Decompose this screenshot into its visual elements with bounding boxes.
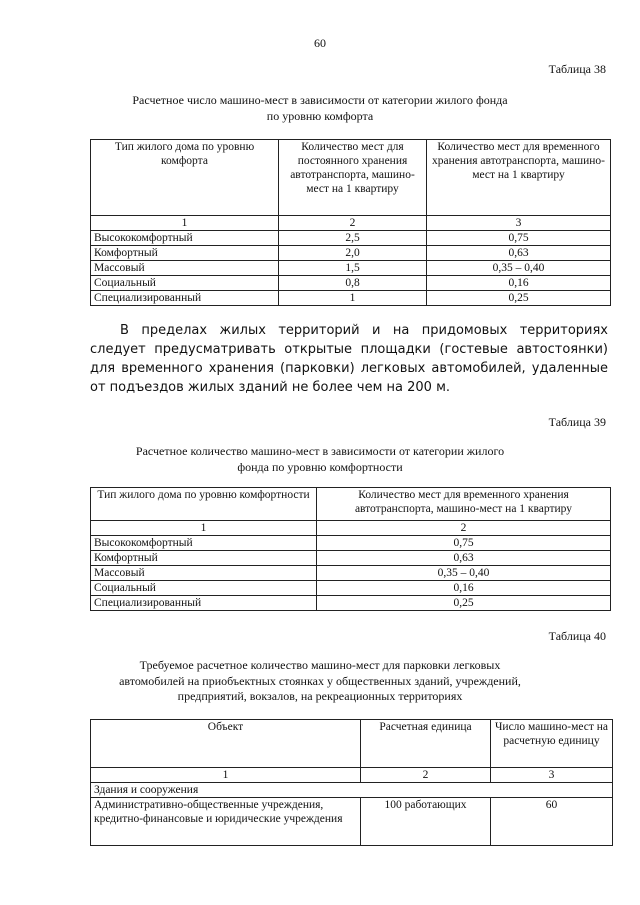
- table-40-header-object: Объект: [91, 720, 361, 768]
- table-40-section-header: Здания и сооружения: [91, 783, 613, 798]
- table-40-header-unit: Расчетная единица: [361, 720, 491, 768]
- table-39-header-type: Тип жилого дома по уровню комфортности: [91, 488, 317, 521]
- table-40-caption-line: автомобилей на приобъектных стоянках у общественных зданий, учреждений,: [119, 673, 521, 688]
- row-type: Комфортный: [91, 246, 279, 261]
- row-type: Массовый: [91, 261, 279, 276]
- row-temporary: 0,25: [427, 291, 611, 306]
- row-type: Специализированный: [91, 291, 279, 306]
- body-paragraph: [90, 322, 608, 397]
- row-temporary: 0,63: [317, 551, 611, 566]
- table-row: [91, 276, 611, 291]
- row-permanent: 0,8: [279, 276, 427, 291]
- table-38: [90, 139, 611, 306]
- table-38-col-number: 3: [427, 216, 611, 231]
- table-39-caption-line: фонда по уровню комфортности: [237, 459, 403, 474]
- table-40-header-count: Число машино-мест на расчетную единицу: [491, 720, 613, 768]
- row-temporary: 0,35 – 0,40: [317, 566, 611, 581]
- table-40-col-number: 2: [361, 768, 491, 783]
- row-temporary: 0,63: [427, 246, 611, 261]
- row-type: Социальный: [91, 581, 317, 596]
- table-39-caption-line: Расчетное количество машино-мест в зависимости от категории жилого: [135, 444, 505, 458]
- table-38-caption: [0, 93, 640, 124]
- table-39-col-number: 1: [91, 521, 317, 536]
- table-row: [91, 261, 611, 276]
- row-type: Специализированный: [91, 596, 317, 611]
- table-row: [91, 566, 611, 581]
- table-row: [91, 596, 611, 611]
- table-40: [90, 719, 613, 846]
- table-39-col-number: 2: [317, 521, 611, 536]
- page-number: 60: [314, 36, 326, 50]
- table-row: [91, 581, 611, 596]
- row-permanent: 1,5: [279, 261, 427, 276]
- table-40-col-number: 1: [91, 768, 361, 783]
- table-row: [91, 291, 611, 306]
- row-object: Административно-общественные учреждения, кредитно-финансовые и юридические учреждения: [91, 798, 361, 846]
- paragraph-text: В пределах жилых территорий и на придомовых территориях следует предусматривать открытые площадки (гостевые автостоянки) для временного хранения (парковки) легковых автомобилей, удаленные от подъездов жилых зданий не более чем на 200 м.: [90, 323, 608, 395]
- row-temporary: 0,35 – 0,40: [427, 261, 611, 276]
- row-type: Социальный: [91, 276, 279, 291]
- table-39-caption: [0, 444, 640, 475]
- table-39-header-temporary: Количество мест для временного хранения автотранспорта, машино-мест на 1 квартиру: [317, 488, 611, 521]
- table-38-label: Таблица 38: [548, 62, 606, 76]
- table-40-label: Таблица 40: [548, 629, 606, 643]
- table-38-col-number: 2: [279, 216, 427, 231]
- row-type: Массовый: [91, 566, 317, 581]
- row-temporary: 0,16: [317, 581, 611, 596]
- row-type: Высококомфортный: [91, 536, 317, 551]
- row-permanent: 1: [279, 291, 427, 306]
- table-row: [91, 231, 611, 246]
- table-39: [90, 487, 611, 611]
- row-unit: 100 работающих: [361, 798, 491, 846]
- table-38-col-number: 1: [91, 216, 279, 231]
- row-temporary: 0,25: [317, 596, 611, 611]
- table-40-col-number: 3: [491, 768, 613, 783]
- row-type: Комфортный: [91, 551, 317, 566]
- table-row: [91, 551, 611, 566]
- table-40-caption: [0, 658, 640, 705]
- table-row: [91, 798, 613, 846]
- table-row: [91, 536, 611, 551]
- row-temporary: 0,75: [427, 231, 611, 246]
- table-38-caption-line: Расчетное число машино-мест в зависимости от категории жилого фонда: [132, 93, 508, 107]
- table-40-caption-line: предприятий, вокзалов, на рекреационных территориях: [177, 689, 463, 704]
- row-count: 60: [491, 798, 613, 846]
- row-temporary: 0,75: [317, 536, 611, 551]
- table-38-header-permanent: Количество мест для постоянного хранения автотранспорта, машино-мест на 1 квартиру: [279, 140, 427, 216]
- row-permanent: 2,0: [279, 246, 427, 261]
- table-38-header-type: Тип жилого дома по уровню комфорта: [91, 140, 279, 216]
- row-permanent: 2,5: [279, 231, 427, 246]
- table-39-label: Таблица 39: [548, 415, 606, 429]
- table-38-header-temporary: Количество мест для временного хранения автотранспорта, машино-мест на 1 квартиру: [427, 140, 611, 216]
- table-38-caption-line: по уровню комфорта: [266, 108, 374, 123]
- row-temporary: 0,16: [427, 276, 611, 291]
- table-40-caption-line: Требуемое расчетное количество машино-мест для парковки легковых: [139, 658, 501, 672]
- row-type: Высококомфортный: [91, 231, 279, 246]
- table-row: [91, 246, 611, 261]
